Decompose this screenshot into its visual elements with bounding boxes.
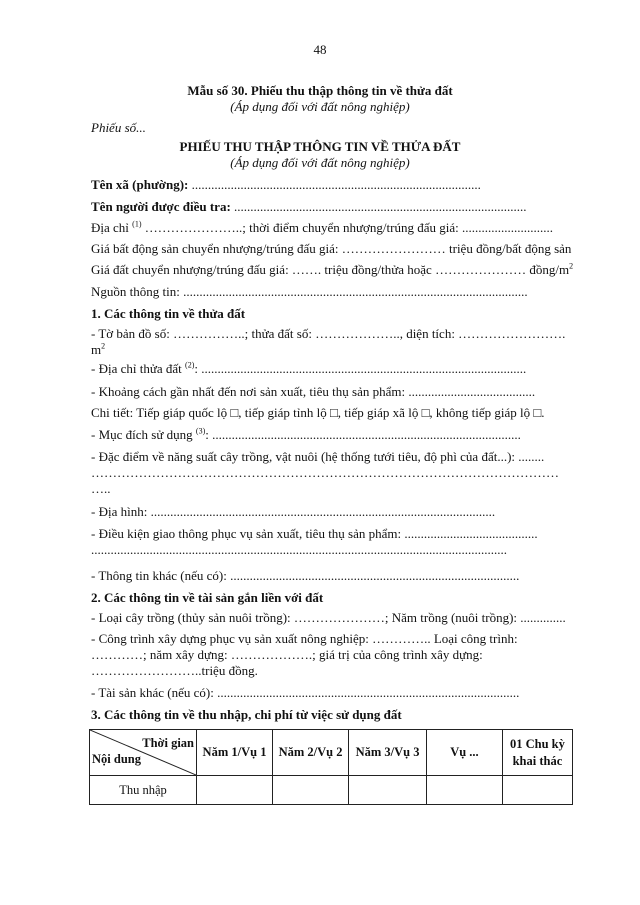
form-subtitle: (Áp dụng đối với đất nông nghiệp)	[230, 99, 410, 114]
diagonal-header-cell	[90, 730, 197, 776]
header-year-2: Năm 2/Vụ 2	[273, 730, 349, 776]
header-season-n: Vụ ...	[427, 730, 503, 776]
header-year-1: Năm 1/Vụ 1	[197, 730, 273, 776]
header-content-label: Nội dung	[92, 752, 141, 766]
section-3-title: 3. Các thông tin về thu nhập, chi phí từ việc sử dụng đất	[91, 707, 402, 722]
footnote-1: (1)	[132, 219, 142, 229]
adjacency-detail: Chi tiết: Tiếp giáp quốc lộ □, tiếp giáp tỉnh lộ □, tiếp giáp xã lộ □, không tiếp giáp lộ □.	[91, 405, 545, 420]
yield-characteristics-field: - Đặc điểm về năng suất cây trồng, vật nuôi (hệ thống tưới tiêu, độ phì của đất...): ........ ……………………………………………………………………………………………… …..	[91, 449, 559, 496]
document-title: PHIẾU THU THẬP THÔNG TIN VỀ THỬA ĐẤT	[179, 139, 461, 154]
section-1-title: 1. Các thông tin về thửa đất	[91, 306, 246, 321]
land-price-field: Giá đất chuyển nhượng/trúng đấu giá: ……. triệu đồng/thửa hoặc ………………… đồng/$m^2$	[91, 261, 574, 277]
investigator-field	[91, 199, 571, 215]
section-2-title: 2. Các thông tin về tài sản gắn liền với đất	[91, 590, 324, 605]
info-source-field: Nguồn thông tin: ..........................................................................................................	[91, 284, 528, 299]
plot-address-field: - Địa chỉ thửa đất $^{(2)}$: ....................................................................................................	[91, 360, 527, 376]
page-number: 48	[313, 42, 327, 57]
header-cycle: 01 Chu kỳ khai thác	[502, 730, 572, 776]
form-title: Mẫu số 30. Phiếu thu thập thông tin về thửa đất	[187, 83, 453, 98]
building-field: - Công trình xây dựng phục vụ sản xuất nông nghiệp: ………….. Loại công trình: …………; năm xây dựng: ……………….; giá trị của công trình xây dựng: ……………………..triệu đồng.	[91, 631, 518, 678]
terrain-field: - Địa hình: ..........................................................................................................	[91, 504, 496, 519]
traffic-conditions-field: - Điều kiện giao thông phục vụ sản xuất, tiêu thụ sản phẩm: ......................................... ................................................................................................................................	[91, 526, 538, 557]
row-label-income: Thu nhập	[90, 776, 197, 805]
form-number: Phiếu số...	[91, 120, 146, 135]
other-assets-field: - Tài sản khác (nếu có): .............................................................................................	[91, 685, 520, 700]
income-cost-table	[89, 729, 573, 805]
header-time-label: Thời gian	[142, 736, 194, 750]
table-cell[interactable]	[349, 776, 427, 805]
investigator-label: Tên người được điều tra:	[91, 199, 231, 214]
commune-dots: .........................................................................................	[188, 177, 481, 192]
table-cell[interactable]	[502, 776, 572, 805]
other-info-field: - Thông tin khác (nếu có): .........................................................................................	[91, 568, 520, 583]
commune-label: Tên xã (phường):	[91, 177, 189, 192]
table-row	[90, 776, 573, 805]
property-price-field: Giá bất động sản chuyển nhượng/trúng đấu giá: …………………… triệu đồng/bất động sản	[91, 241, 572, 256]
table-cell[interactable]	[197, 776, 273, 805]
commune-field	[91, 177, 571, 193]
header-year-3: Năm 3/Vụ 3	[349, 730, 427, 776]
land-use-purpose-field: - Mục đích sử dụng $^{(3)}$: ...............................................................................................	[91, 426, 521, 442]
footnote-2: (2)	[185, 360, 195, 370]
footnote-3: (3)	[195, 426, 206, 436]
table-header-row	[90, 730, 573, 776]
document-subtitle: (Áp dụng đối với đất nông nghiệp)	[230, 155, 410, 170]
table-cell[interactable]	[273, 776, 349, 805]
table-cell[interactable]	[427, 776, 503, 805]
map-sheet-field: - Tờ bản đồ số: ……………..; thửa đất số: ……………….., diện tích: ……………………. $m^2$	[91, 326, 566, 357]
crop-type-field: - Loại cây trồng (thủy sản nuôi trồng): …………………; Năm trồng (nuôi trồng): ..............	[91, 610, 566, 625]
address-field: Địa chỉ $^{(1)}$ …………………..; thời điểm chuyển nhượng/trúng đấu giá: ............................	[91, 219, 553, 235]
investigator-dots: ..........................................................................................	[230, 199, 527, 214]
distance-field: - Khoảng cách gần nhất đến nơi sản xuất, tiêu thụ sản phẩm: .......................................	[91, 384, 536, 399]
